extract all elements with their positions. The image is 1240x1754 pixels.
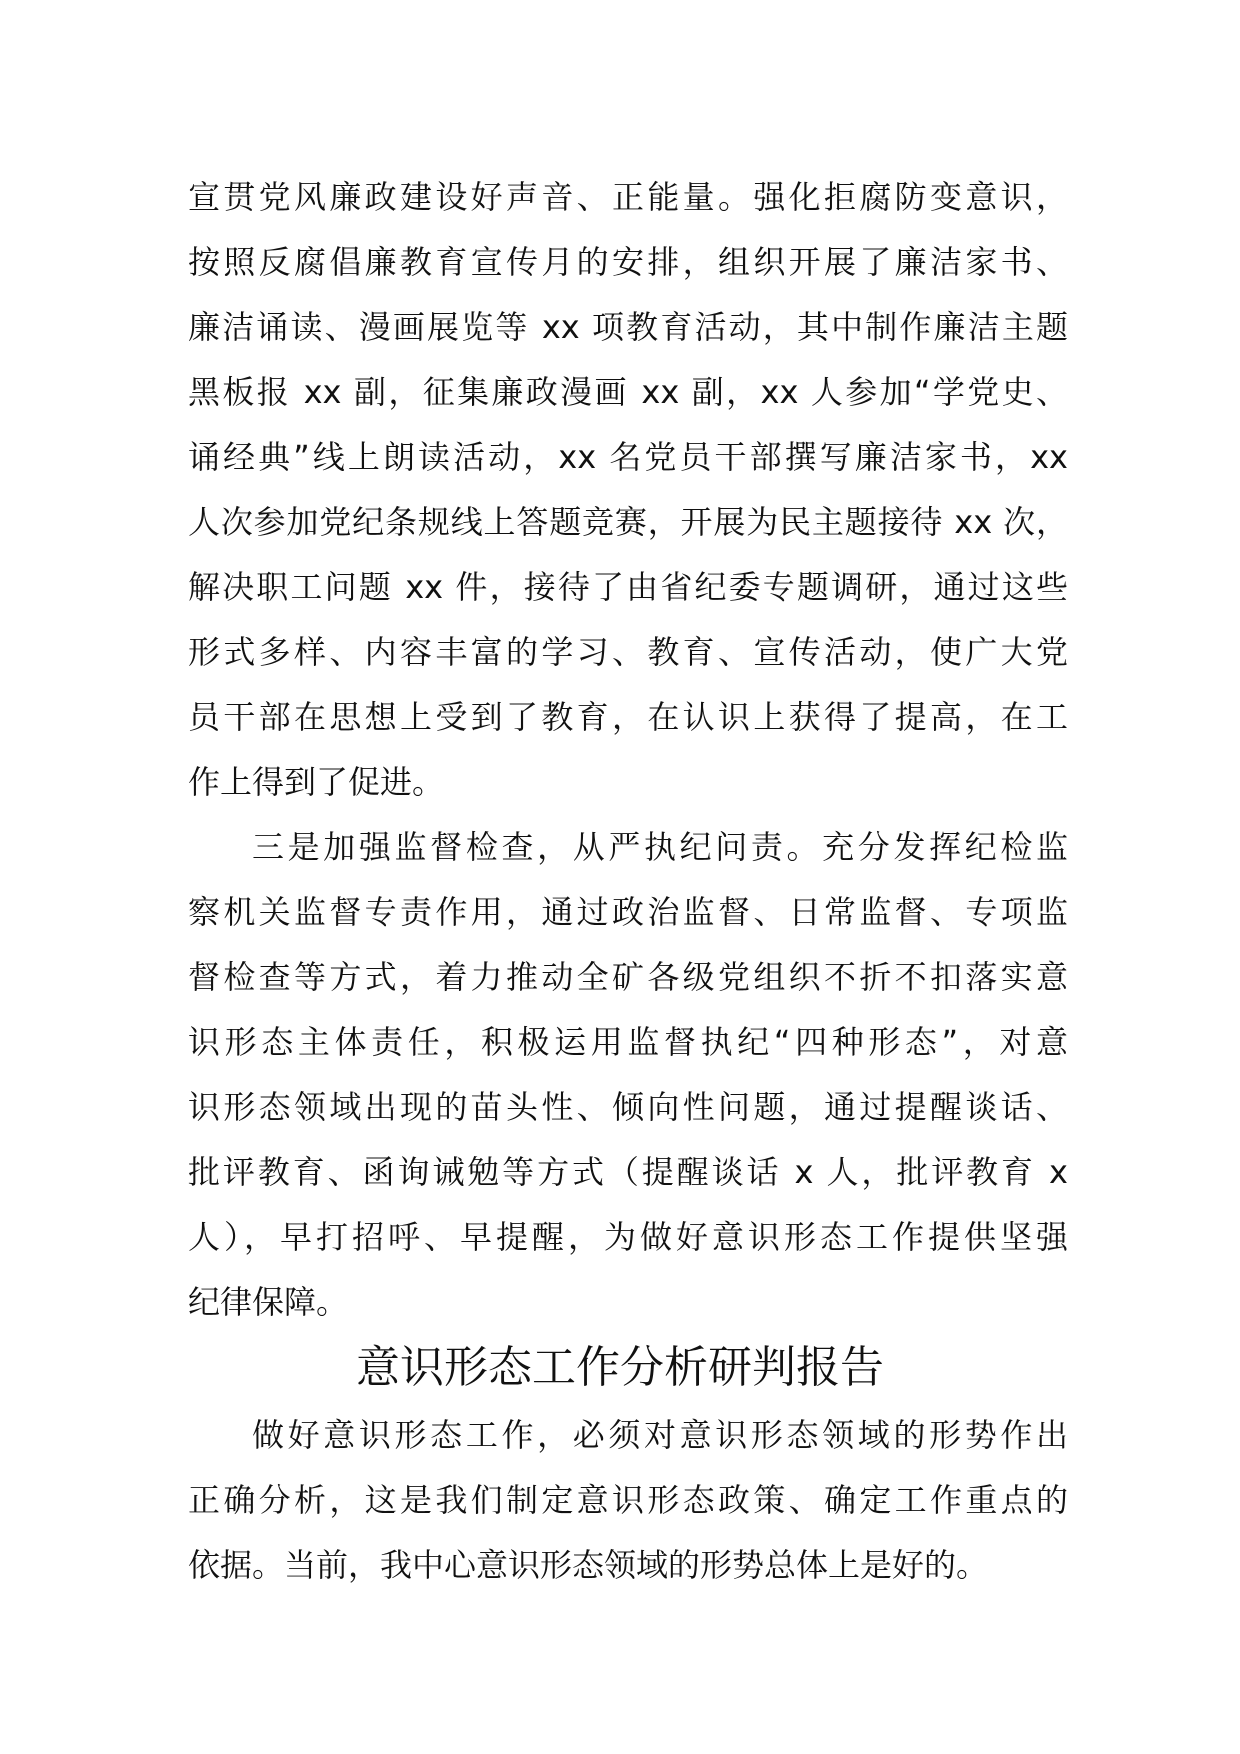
paragraph-line: 纪律保障。	[188, 1283, 349, 1321]
paragraph-line: 人次参加党纪条规线上答题竞赛，开展为民主题接待 xx 次，	[188, 503, 1068, 541]
paragraph-line: 宣贯党风廉政建设好声音、正能量。强化拒腐防变意识，	[188, 178, 1068, 216]
paragraph-line: 做好意识形态工作，必须对意识形态领域的形势作出	[252, 1416, 1068, 1454]
paragraph-line: 依据。当前，我中心意识形态领域的形势总体上是好的。	[188, 1546, 989, 1584]
paragraph-line: 诵经典”线上朗读活动，xx 名党员干部撰写廉洁家书，xx	[188, 438, 1068, 476]
paragraph-supervision	[188, 815, 1068, 1335]
paragraph-line: 作上得到了促进。	[188, 763, 445, 801]
paragraph-line: 正确分析，这是我们制定意识形态政策、确定工作重点的	[188, 1481, 1068, 1519]
paragraph-analysis	[188, 1403, 1068, 1598]
paragraph-line: 识形态主体责任，积极运用监督执纪“四种形态”，对意	[188, 1023, 1068, 1061]
paragraph-line: 形式多样、内容丰富的学习、教育、宣传活动，使广大党	[188, 633, 1068, 671]
paragraph-line: 解决职工问题 xx 件，接待了由省纪委专题调研，通过这些	[188, 568, 1068, 606]
paragraph-line: 按照反腐倡廉教育宣传月的安排，组织开展了廉洁家书、	[188, 243, 1068, 281]
report-title: 意识形态工作分析研判报告	[356, 1342, 884, 1393]
paragraph-line: 员干部在思想上受到了教育，在认识上获得了提高，在工	[188, 698, 1068, 736]
paragraph-line: 批评教育、函询诫勉等方式（提醒谈话 x 人，批评教育 x	[188, 1153, 1068, 1191]
paragraph-line: 廉洁诵读、漫画展览等 xx 项教育活动，其中制作廉洁主题	[188, 308, 1068, 346]
paragraph-line: 黑板报 xx 副，征集廉政漫画 xx 副，xx 人参加“学党史、	[188, 373, 1068, 411]
paragraph-line: 人），早打招呼、早提醒，为做好意识形态工作提供坚强	[188, 1218, 1068, 1256]
paragraph-line: 三是加强监督检查，从严执纪问责。充分发挥纪检监	[252, 828, 1068, 866]
paragraph-line: 识形态领域出现的苗头性、倾向性问题，通过提醒谈话、	[188, 1088, 1068, 1126]
paragraph-line: 察机关监督专责作用，通过政治监督、日常监督、专项监	[188, 893, 1068, 931]
paragraph-line: 督检查等方式，着力推动全矿各级党组织不折不扣落实意	[188, 958, 1068, 996]
paragraph-education-activities	[188, 165, 1068, 815]
